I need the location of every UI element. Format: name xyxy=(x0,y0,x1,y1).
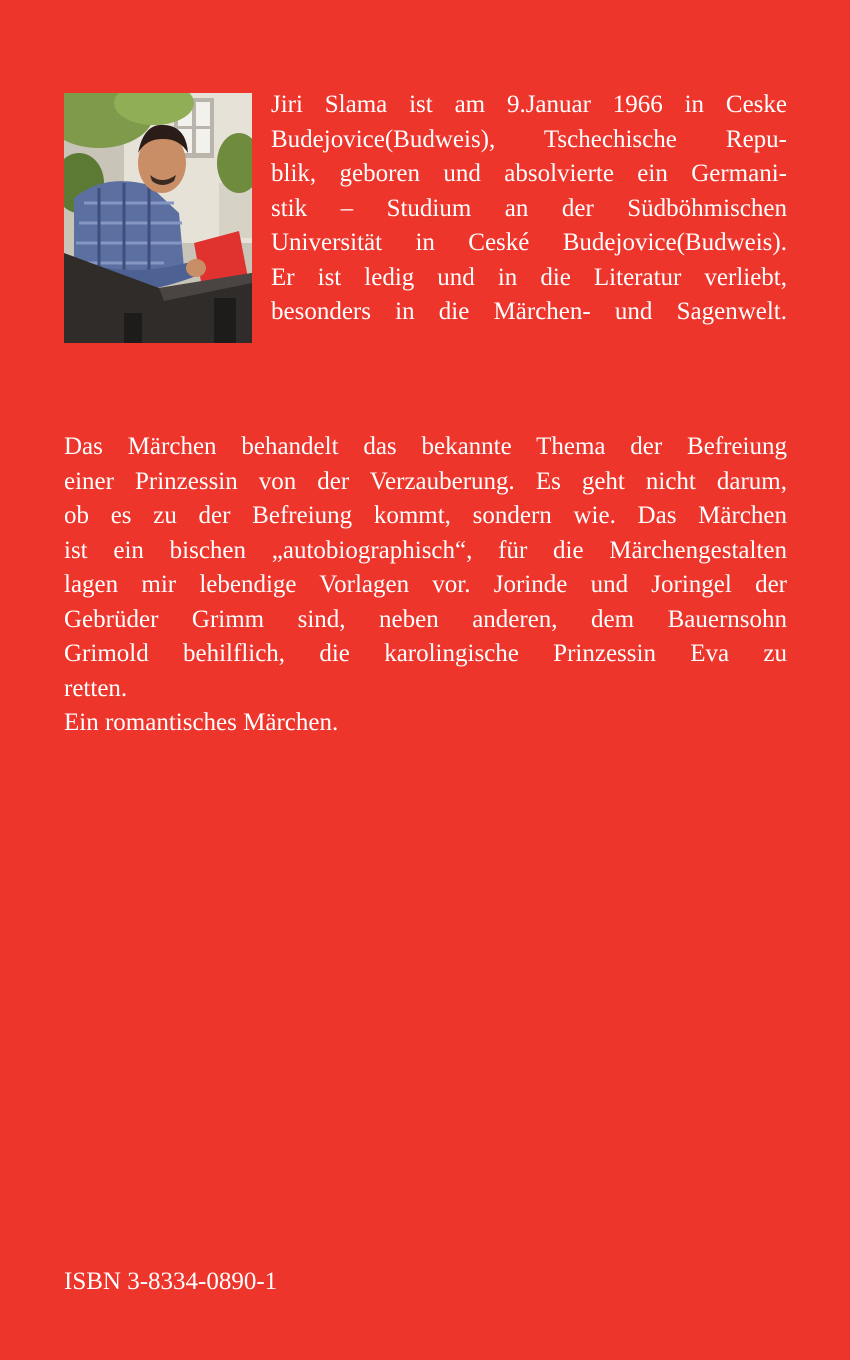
blurb-line: Gebrüder Grimm sind, neben anderen, dem Bauernsohn xyxy=(64,605,787,633)
bio-line: Universität in Ceské Budejovice(Budweis). xyxy=(271,229,787,256)
bio-line: Jiri Slama ist am 9.Januar 1966 in Ceske xyxy=(271,91,787,118)
blurb-line: Das Märchen behandelt das bekannte Thema der Befreiung xyxy=(64,433,787,460)
blurb-tagline: Ein romantisches Märchen. xyxy=(64,709,339,736)
blurb-line: retten. xyxy=(64,674,128,702)
author-portrait-icon xyxy=(64,93,252,343)
bio-line: Er ist ledig und in die Literatur verliebt, xyxy=(271,263,787,291)
bio-line: stik – Studium an der Südböhmischen xyxy=(271,194,787,222)
author-photo xyxy=(64,93,252,343)
blurb-line: ob es zu der Befreiung kommt, sondern wie. Das Märchen xyxy=(64,502,787,529)
blurb-line: einer Prinzessin von der Verzauberung. Es geht nicht darum, xyxy=(64,467,787,495)
bio-line: besonders in die Märchen- und Sagenwelt. xyxy=(271,298,787,325)
blurb-line: lagen mir lebendige Vorlagen vor. Jorinde und Joringel der xyxy=(64,571,787,598)
author-bio xyxy=(271,88,787,330)
bio-line: blik, geboren und absolvierte ein Germani- xyxy=(271,160,787,187)
blurb-line: ist ein bischen „autobiographisch“, für die Märchengestalten xyxy=(64,536,787,564)
blurb-line: Grimold behilflich, die karolingische Prinzessin Eva zu xyxy=(64,640,787,667)
isbn-number: ISBN 3-8334-0890-1 xyxy=(64,1268,278,1295)
bio-line: Budejovice(Budweis), Tschechische Repu- xyxy=(271,125,787,153)
book-blurb xyxy=(64,430,787,741)
